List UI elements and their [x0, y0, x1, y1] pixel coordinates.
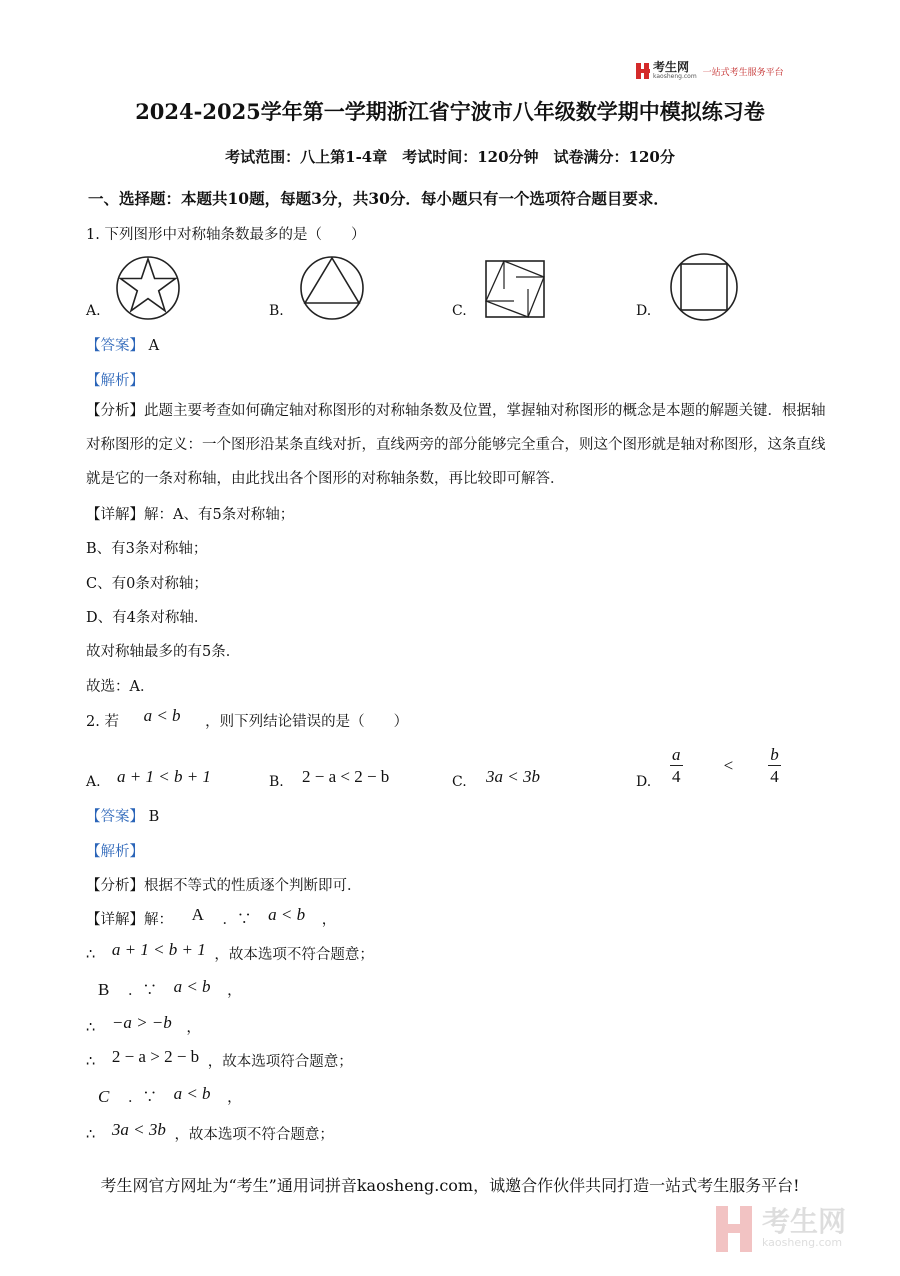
q2-option-b-label: B. — [269, 774, 284, 790]
solution-math: a < b — [173, 977, 211, 996]
solution-text: ， — [227, 983, 242, 999]
fenxi-tag: 【分析】 — [86, 403, 144, 419]
section-heading: 一、选择题：本题共10题，每题3分，共30分．每小题只有一个选项符合题目要求． — [88, 189, 669, 208]
watermark-domain: kaosheng.com — [762, 1236, 843, 1249]
option-letter: C — [98, 1087, 110, 1106]
q1-answer — [86, 334, 159, 355]
stem-text: 2. 若 — [86, 714, 119, 730]
q1-option-b-label: B. — [269, 303, 284, 319]
xiangjie-tag: 【详解】 — [86, 912, 144, 928]
q2-option-b-math: 2 − a < 2 − b — [302, 767, 390, 786]
option-letter: B — [98, 980, 110, 999]
logo-domain: kaosheng.com — [653, 73, 697, 80]
square-in-circle-figure — [669, 252, 739, 322]
fraction-numerator: a — [672, 745, 681, 764]
because-sign: ．∵ — [222, 912, 252, 928]
fraction — [768, 745, 781, 788]
stem-text: ，则下列结论错误的是（ ） — [205, 714, 409, 730]
solution-math: a < b — [173, 1084, 211, 1103]
answer-value: A — [148, 338, 160, 354]
pinwheel-square-figure — [484, 259, 548, 319]
star-in-circle-figure — [114, 255, 182, 321]
q2-stem — [86, 706, 409, 731]
q2-step — [86, 940, 374, 964]
solution-line: 故对称轴最多的有5条． — [86, 644, 241, 660]
fraction — [670, 745, 683, 788]
therefore-sign: ∴ — [86, 1054, 96, 1070]
q2-option-a-math: a + 1 < b + 1 — [117, 767, 211, 786]
q2-option-c-math: 3a < 3b — [486, 767, 540, 786]
solution-text: ，故本选项符合题意； — [207, 1054, 353, 1070]
solution-text: ， — [186, 1020, 201, 1036]
solution-text: 解： — [144, 912, 173, 928]
stem-math: a < b — [143, 706, 181, 725]
q2-option-c-label: C. — [452, 774, 467, 790]
solution-line: 故选：A． — [86, 679, 155, 695]
q1-option-c-label: C. — [452, 303, 467, 319]
fraction-numerator: b — [770, 745, 779, 764]
therefore-sign: ∴ — [86, 947, 96, 963]
solution-text: ，故本选项不符合题意； — [214, 947, 374, 963]
solution-line: 解：A、有5条对称轴； — [144, 507, 295, 523]
q2-step — [86, 1047, 353, 1071]
solution-line: B、有3条对称轴； — [86, 541, 208, 557]
solution-text: ， — [321, 912, 337, 928]
option-letter: A — [191, 905, 204, 924]
footer-notice: 考生网官方网址为“考生”通用词拼音kaosheng.com，诚邀合作伙伴共同打造一站式考生服务平台! — [100, 1176, 800, 1195]
q2-option-a-label: A. — [86, 774, 101, 790]
answer-value: B — [148, 809, 160, 825]
therefore-sign: ∴ — [86, 1020, 96, 1036]
q2-step — [98, 979, 242, 1000]
xiangjie-tag: 【详解】 — [86, 507, 144, 523]
because-sign: ．∵ — [127, 1090, 157, 1106]
watermark-text — [762, 1205, 847, 1250]
solution-math: −a > −b — [111, 1013, 172, 1032]
solution-math: a + 1 < b + 1 — [111, 940, 206, 959]
q2-answer — [86, 805, 159, 826]
q1-analysis-tag: 【解析】 — [86, 373, 144, 389]
q2-option-d-label: D. — [636, 774, 652, 790]
q1-fenxi — [86, 394, 826, 496]
kaosheng-logo-icon — [636, 63, 650, 79]
q2-step — [86, 1013, 201, 1037]
therefore-sign: ∴ — [86, 1127, 96, 1143]
logo-brand — [653, 62, 697, 80]
solution-text: ，故本选项不符合题意； — [174, 1127, 334, 1143]
q2-option-d-math — [670, 745, 781, 788]
solution-math: a < b — [268, 905, 306, 924]
q2-analysis-tag: 【解析】 — [86, 844, 144, 860]
kaosheng-logo[interactable] — [636, 60, 784, 82]
page-title: 2024-2025学年第一学期浙江省宁波市八年级数学期中模拟练习卷 — [135, 99, 765, 124]
fenxi-text: 根据不等式的性质逐个判断即可． — [144, 878, 362, 894]
answer-tag: 【答案】 — [86, 809, 144, 825]
fenxi-tag: 【分析】 — [86, 878, 144, 894]
because-sign: ．∵ — [127, 983, 157, 999]
logo-slogan: 一站式考生服务平台 — [702, 67, 784, 78]
kaosheng-watermark-icon — [716, 1206, 756, 1252]
fenxi-text: 此题主要考查如何确定轴对称图形的对称轴条数及位置，掌握轴对称图形的概念是本题的解题关键．根据轴对称图形的定义：一个图形沿某条直线对折，直线两旁的部分能够完全重合，则这个图形就是轴对称图形，这条直线就是它的一条对称轴，由此找出各个图形的对称轴条数，再比较即可解答． — [86, 403, 826, 487]
fraction-denominator: 4 — [770, 767, 779, 786]
kaosheng-watermark — [716, 1206, 846, 1252]
solution-text: ， — [227, 1090, 242, 1106]
answer-tag: 【答案】 — [86, 338, 144, 354]
q1-option-d-label: D. — [636, 303, 652, 319]
triangle-in-circle-figure — [298, 255, 366, 321]
exam-meta: 考试范围：八上第1-4章 考试时间：120分钟 试卷满分：120分 — [225, 148, 675, 166]
fraction-denominator: 4 — [672, 767, 681, 786]
solution-math: 2 − a > 2 − b — [111, 1047, 200, 1066]
solution-line: C、有0条对称轴； — [86, 576, 208, 592]
watermark-brand: 考生网 — [762, 1205, 847, 1238]
q2-xiangjie — [86, 905, 337, 929]
q1-xiangjie — [86, 503, 294, 524]
solution-math: 3a < 3b — [111, 1120, 166, 1139]
q2-step — [98, 1086, 242, 1107]
q2-fenxi — [86, 874, 362, 895]
q1-option-a-label: A. — [86, 303, 101, 319]
less-than-sign: < — [723, 756, 734, 775]
solution-line: D、有4条对称轴． — [86, 610, 209, 626]
logo-brand-text: 考生网 — [653, 60, 690, 74]
q2-step — [86, 1120, 334, 1144]
q1-stem: 1. 下列图形中对称轴条数最多的是（ ） — [86, 227, 366, 243]
